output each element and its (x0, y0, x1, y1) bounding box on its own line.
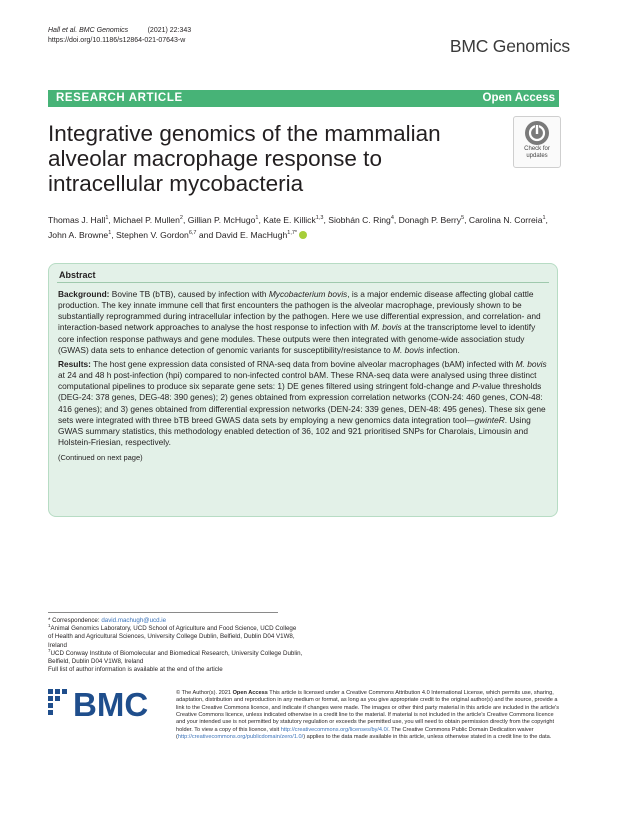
article-type-banner (48, 90, 559, 107)
author-name: Kate E. Killick (263, 215, 316, 225)
author-name: Stephen V. Gordon (116, 230, 189, 240)
affiliation-1: $^1$Animal Genomics Laboratory, UCD School of Agriculture and Food Science, UCD College of Health and Agricultural Sciences, University College Dublin, Belfield, Dublin D04 V1W8, Ireland (48, 623, 297, 649)
author-affiliation: 1,3 (315, 215, 324, 222)
citation-line (48, 26, 191, 36)
abstract-body (58, 289, 552, 463)
footnote-divider (48, 612, 278, 613)
public-domain-link[interactable]: http://creativecommons.org/publicdomain/zero/1.0/ (177, 734, 304, 741)
author-affiliation: 1,7* (287, 230, 298, 237)
author-name: Michael P. Mullen (113, 215, 180, 225)
citation-year-volume: (2021) 22:343 (147, 27, 192, 34)
affiliation-7: $^7$UCD Conway Institute of Biomolecular and Biomedical Research, University College Dublin, Belfield, Dublin D04 V1W8, Ireland (48, 647, 303, 666)
license-text: © The Author(s). 2021 Open Access This article is licensed under a Creative Commons Attribution 4.0 International License, which permits use, sharing, adaptation, distribution and reproduction in any medium or format, as long as you give appropriate credit to the original author(s) and the source, provide a link to the Creative Commons licence, and indicate if changes were made. The images or other third party material in this article are included in the article's Creative Commons licence, unless indicated otherwise in a credit line to the material. If material is not included in the article's Creative Commons licence and your intended use is not permitted by statutory regulation or exceeds the permitted use, you will need to obtain permission directly from the copyright holder. To view a copy of this licence, visit http://creativecommons.org/licenses/by/4.0/. The Creative Commons Public Domain Dedication waiver (http://creativecommons.org/publicdomain/zero/1.0/) applies to the data made available in this article, unless otherwise stated in a credit line to the data. (176, 690, 560, 741)
author-info-note: Full list of author information is available at the end of the article (48, 666, 223, 674)
check-updates-text: Check for updates (524, 146, 550, 159)
author-name: Donagh P. Berry (398, 215, 462, 225)
abstract-divider (57, 282, 549, 283)
author-affiliation: 1 (105, 215, 109, 222)
author-name: David E. MacHugh (215, 230, 288, 240)
doi-link[interactable]: https://doi.org/10.1186/s12864-021-07643-w (48, 37, 186, 44)
abstract-results: Results: The host gene expression data consisted of RNA-seq data from bovine alveolar macrophages (bAM) infected with M. bovis at 24 and 48 h post-infection (hpi) compared to non-infected control bAM. These RNA-seq data were analysed using three distinct computational pipelines to produce six separate gene sets: 1) DE genes filtered using stringent fold-change and P-value thresholds (DEG-24: 378 genes, DEG-48: 390 genes); 2) genes obtained from expression correlation networks (CON-24: 460 genes, CON-48: 416 genes); and 3) genes obtained from differential expression networks (DEN-24: 339 genes, DEN-48: 495 genes). These six gene sets were integrated with three bTB breed GWAS data sets by employing a new genomics data integration tool—gwinteR. Using GWAS summary statistics, this methodology enabled detection of 36, 102 and 921 prioritised SNPs for Charolais, Limousin and Holstein-Friesian, respectively. (58, 358, 547, 448)
bmc-logo-text: BMC (73, 686, 149, 722)
author-name: Thomas J. Hall (48, 215, 106, 225)
citation-block (48, 26, 191, 46)
author-name: Siobhán C. Ring (328, 215, 391, 225)
abstract-heading: Abstract (59, 270, 96, 280)
author-affiliation: 1 (255, 215, 259, 222)
continued-note: (Continued on next page) (58, 453, 143, 463)
article-title: Integrative genomics of the mammalian alveolar macrophage response to intracellular mycobacteria (48, 121, 441, 196)
author-affiliation: 1 (542, 215, 546, 222)
license-link[interactable]: http://creativecommons.org/licenses/by/4.0/ (280, 726, 389, 733)
check-for-updates-button[interactable] (513, 116, 561, 168)
abstract-background: Background: Bovine TB (bTB), caused by infection with Mycobacterium bovis, is a major endemic disease affecting global cattle production. The key innate immune cell that first encounters the pathogen is the alveolar macrophage, previously shown to be substantially reprogrammed during intracellular infection by the pathogen. Here we use differential expression, and correlation- and interaction-based network approaches to analyse the host response to infection with M. bovis at the transcriptome level to identify core infection response pathways and gene modules. These outputs were then integrated with genome-wide association study (GWAS) data sets to enhance detection of genomic variants for susceptibility/resistance to M. bovis infection. (58, 289, 541, 355)
author-affiliation: 1 (108, 230, 112, 237)
open-access-label: Open Access (482, 92, 555, 104)
correspondence: * Correspondence: david.machugh@ucd.ie (48, 617, 167, 624)
author-affiliation: 4 (390, 215, 394, 222)
journal-name: BMC Genomics (449, 36, 570, 56)
author-affiliation: 5 (461, 215, 465, 222)
article-type-label: RESEARCH ARTICLE (56, 92, 183, 104)
author-name: Gillian P. McHugo (187, 215, 256, 225)
author-name: Carolina N. Correia (468, 215, 543, 225)
footnotes (48, 617, 303, 674)
correspondence-email-link[interactable]: david.machugh@ucd.ie (101, 617, 167, 624)
abstract-box (48, 263, 558, 517)
author-name: John A. Browne (48, 230, 109, 240)
bmc-logo (46, 686, 171, 722)
check-updates-icon (525, 121, 549, 145)
orcid-icon[interactable] (299, 231, 307, 239)
citation-authors: Hall et al. BMC Genomics (48, 27, 129, 34)
author-list: Thomas J. Hall$^1$, Michael P. Mullen$^2$, Gillian P. McHugo$^1$, Kate E. Killick$^{1,3}$, Siobhán C. Ring$^4$, Donagh P. Berry$^5$, Carolina N. Correia$^1$, John A. Browne$^1$, Stephen V. Gordon$^{6,7}$ and David E. MacHugh$^{1,7*}$ (48, 215, 548, 240)
author-affiliation: 2 (179, 215, 183, 222)
author-affiliation: 6,7 (188, 230, 197, 237)
